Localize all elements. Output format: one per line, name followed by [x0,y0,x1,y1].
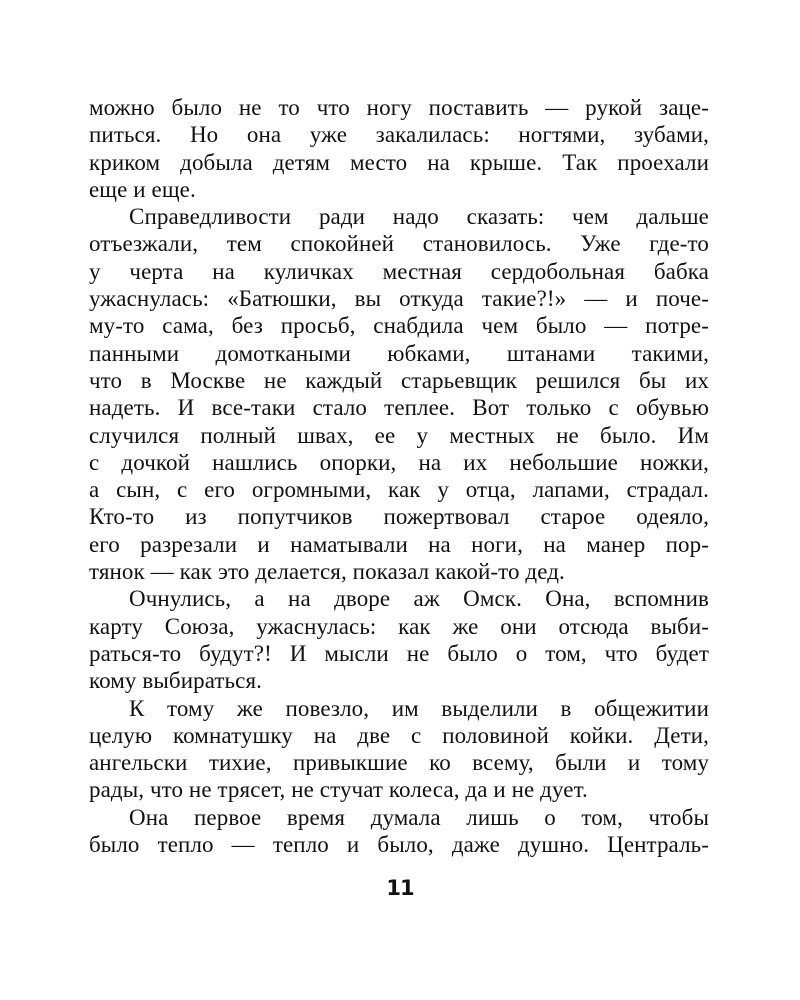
text-line: Очнулись, а на дворе аж Омск. Она, вспомнив [129,586,709,612]
text-line: му-то сама, без просьб, снабдила чем было — потре- [89,313,709,339]
text-line: можно было не то что ногу поставить — рукой заце- [89,95,709,120]
paragraph [89,804,709,859]
page-number: 11 [386,876,414,900]
paragraph [89,94,709,203]
paragraph [89,585,709,694]
text-line: было тепло — тепло и было, даже душно. Централь- [89,832,709,858]
text-line: карту Союза, ужаснулась: как же они отсюда выби- [89,613,709,639]
text-line: Она первое время думала лишь о том, чтобы [129,804,709,830]
body-text [89,94,709,858]
text-line: К тому же повезло, им выделили в общежитии [129,695,709,721]
text-line: отъезжали, тем спокойней становилось. Уже где-то [89,231,709,257]
text-line: надеть. И все-таки стало теплее. Вот только с обувью [89,395,709,421]
text-line: ангельски тихие, привыкшие ко всему, были и тому [89,750,709,776]
paragraph [89,203,709,585]
text-line: Справедливости ради надо сказать: чем дальше [129,204,709,230]
text-line: рады, что не трясет, не стучат колеса, да и не дует. [89,777,588,803]
text-line: криком добыла детям место на крыше. Так проехали [89,149,709,175]
text-line: случился полный швах, ее у местных не было. Им [89,422,709,448]
text-line: а сын, с его огромными, как у отца, лапами, страдал. [89,477,709,503]
text-line: Кто-то из попутчиков пожертвовал старое одеяло, [89,504,709,530]
text-line: что в Москве не каждый старьевщик решился бы их [89,367,709,393]
text-line: раться-то будут?! И мысли не было о том, что будет [89,640,709,666]
text-line: с дочкой нашлись опорки, на их небольшие ножки, [89,449,709,475]
text-line: его разрезали и наматывали на ноги, на манер пор- [89,531,709,557]
text-line: еще и еще. [89,176,196,202]
text-line: панными домоткаными юбками, штанами такими, [89,340,709,366]
text-line: кому выбираться. [89,668,262,694]
text-line: целую комнатушку на две с половиной койки. Дети, [89,722,709,748]
text-line: тянок — как это делается, показал какой-то дед. [89,559,565,585]
text-line: питься. Но она уже закалилась: ногтями, зубами, [89,122,709,148]
text-line: ужаснулась: «Батюшки, вы откуда такие?!» — и поче- [89,286,709,312]
paragraph [89,695,709,804]
text-line: у черта на куличках местная сердобольная бабка [89,258,709,284]
